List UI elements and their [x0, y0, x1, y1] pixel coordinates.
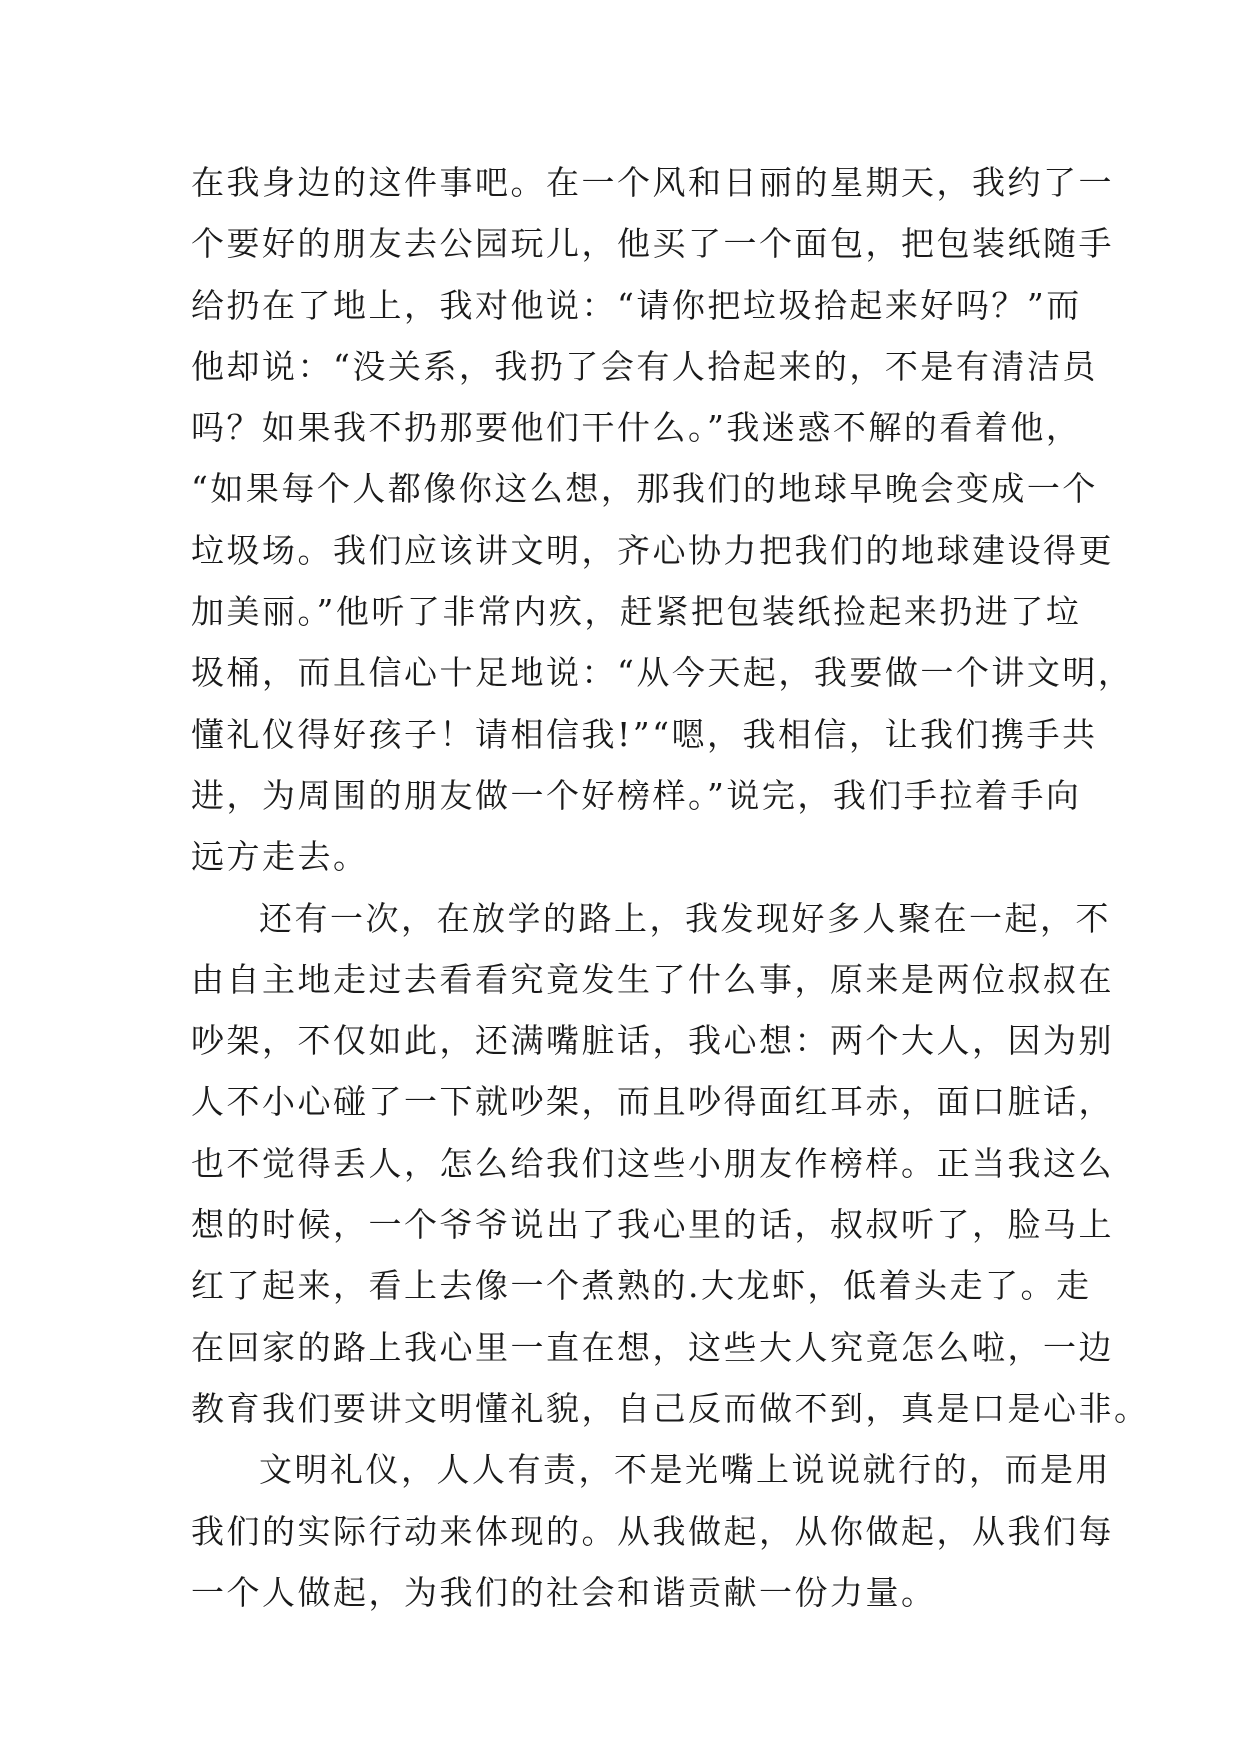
paragraph-3: [191, 1439, 1114, 1623]
text-line: 吵架，不仅如此，还满嘴脏话，我心想：两个大人，因为别: [191, 1021, 1114, 1061]
text-line: 加美丽。”他听了非常内疚，赶紧把包装纸捡起来扔进了垃: [191, 592, 1082, 632]
text-line: 他却说：“没关系，我扔了会有人拾起来的，不是有清洁员: [191, 346, 1098, 386]
text-line: 个要好的朋友去公园玩儿，他买了一个面包，把包装纸随手: [191, 224, 1114, 264]
text-line: 我们的实际行动来体现的。从我做起，从你做起，从我们每: [191, 1511, 1114, 1551]
text-line: 垃圾场。我们应该讲文明，齐心协力把我们的地球建设得更: [191, 530, 1114, 570]
text-line: 红了起来，看上去像一个煮熟的.大龙虾，低着头走了。走: [191, 1266, 1092, 1306]
text-line: 懂礼仪得好孩子！请相信我!”“嗯，我相信，让我们携手共: [191, 714, 1098, 754]
text-line: 进，为周围的朋友做一个好榜样。”说完，我们手拉着手向: [191, 775, 1082, 815]
text-line: 人不小心碰了一下就吵架，而且吵得面红耳赤，面口脏话，: [191, 1082, 1114, 1122]
text-line: 在我身边的这件事吧。在一个风和日丽的星期天，我约了一: [191, 163, 1114, 202]
text-line: 远方走去。: [191, 837, 369, 877]
text-line: 教育我们要讲文明懂礼貌，自己反而做不到，真是口是心非。: [191, 1388, 1150, 1428]
paragraph-1: [191, 152, 1134, 888]
text-line: 吗？如果我不扔那要他们干什么。”我迷惑不解的看着他，: [191, 408, 1082, 448]
text-line: 文明礼仪，人人有责，不是光嘴上说说就行的，而是用: [259, 1450, 1111, 1490]
paragraph-2: [191, 888, 1150, 1440]
text-line: 一个人做起，为我们的社会和谐贡献一份力量。: [191, 1572, 937, 1612]
text-line: 给扔在了地上，我对他说：“请你把垃圾拾起来好吗？”而: [191, 285, 1082, 325]
text-line: 在回家的路上我心里一直在想，这些大人究竟怎么啦，一边: [191, 1327, 1114, 1367]
document-body: [191, 152, 1150, 1623]
text-line: 由自主地走过去看看究竟发生了什么事，原来是两位叔叔在: [191, 959, 1114, 999]
text-line: “如果每个人都像你这么想，那我们的地球早晚会变成一个: [191, 469, 1098, 509]
text-line: 也不觉得丢人，怎么给我们这些小朋友作榜样。正当我这么: [191, 1143, 1114, 1183]
text-line: 圾桶，而且信心十足地说：“从今天起，我要做一个讲文明，: [191, 653, 1134, 693]
text-line: 想的时候，一个爷爷说出了我心里的话，叔叔听了，脸马上: [191, 1205, 1114, 1245]
text-line: 还有一次，在放学的路上，我发现好多人聚在一起，不: [259, 898, 1111, 938]
